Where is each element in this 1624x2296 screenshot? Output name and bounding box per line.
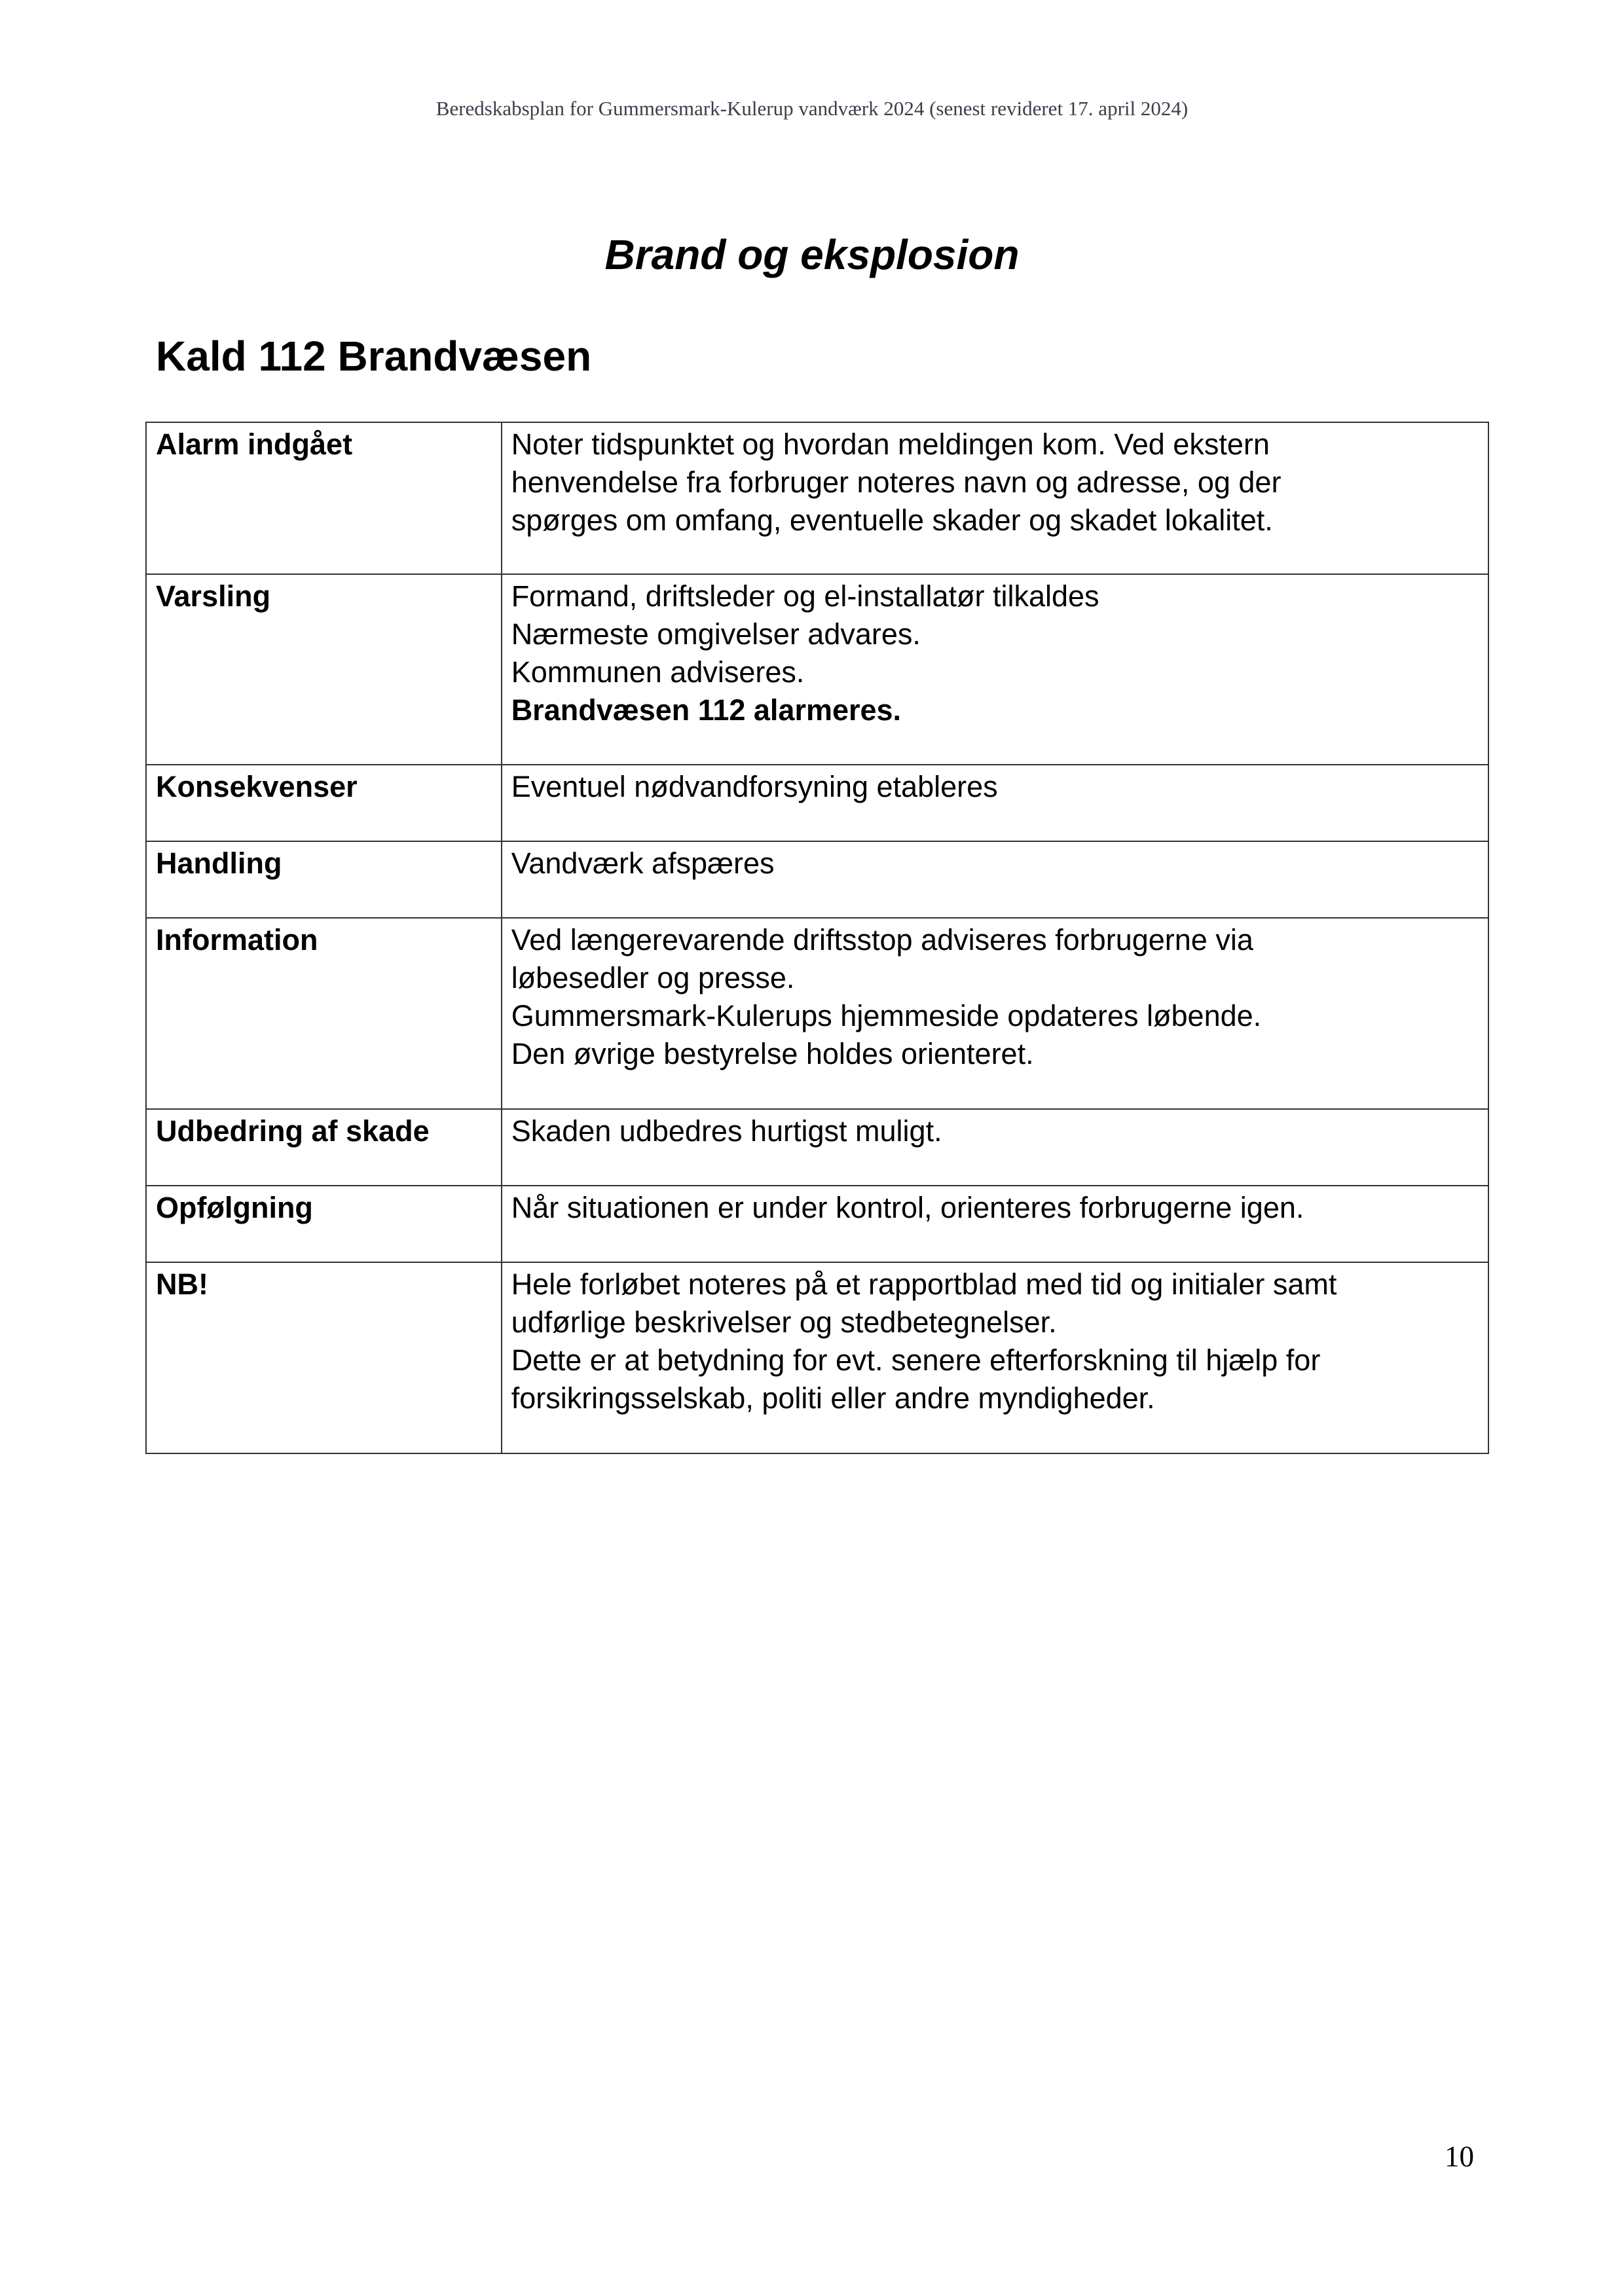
page-number: 10	[1445, 2140, 1474, 2173]
row-content	[502, 1186, 1488, 1262]
content-line: forsikringsselskab, politi eller andre myndigheder.	[511, 1381, 1155, 1415]
row-label: NB!	[146, 1262, 502, 1453]
content-line: Gummersmark-Kulerups hjemmeside opdateres løbende.	[511, 999, 1262, 1032]
page-title: Brand og eksplosion	[604, 231, 1020, 278]
row-label: Udbedring af skade	[146, 1109, 502, 1186]
row-content	[502, 765, 1488, 841]
row-label: Varsling	[146, 574, 502, 765]
row-content	[502, 1109, 1488, 1186]
row-label: Alarm indgået	[146, 422, 502, 574]
content-line: løbesedler og presse.	[511, 961, 795, 994]
page-header: Beredskabsplan for Gummersmark-Kulerup vandværk 2024 (senest revideret 17. april 2024)	[435, 97, 1189, 120]
content-line: Formand, driftsleder og el-installatør tilkaldes	[511, 579, 1099, 613]
table-row	[146, 841, 1488, 918]
content-line: udførlige beskrivelser og stedbetegnelser.	[511, 1305, 1057, 1339]
content-line: Den øvrige bestyrelse holdes orienteret.	[511, 1037, 1034, 1070]
table-row	[146, 422, 1488, 574]
content-line: spørges om omfang, eventuelle skader og skadet lokalitet.	[511, 503, 1273, 537]
table-row	[146, 918, 1488, 1109]
content-line: Eventuel nødvandforsyning etableres	[511, 770, 998, 803]
table-row	[146, 1109, 1488, 1186]
content-line: Hele forløbet noteres på et rapportblad med tid og initialer samt	[511, 1267, 1337, 1301]
row-content	[502, 841, 1488, 918]
row-content	[502, 574, 1488, 765]
procedure-table	[145, 422, 1489, 1454]
content-line: Når situationen er under kontrol, orienteres forbrugerne igen.	[511, 1191, 1304, 1224]
table-row	[146, 574, 1488, 765]
content-line: henvendelse fra forbruger noteres navn og adresse, og der	[511, 465, 1282, 499]
row-label: Opfølgning	[146, 1186, 502, 1262]
content-line: Dette er at betydning for evt. senere efterforskning til hjælp for	[511, 1343, 1321, 1377]
content-line: Brandvæsen 112 alarmeres.	[511, 693, 902, 727]
content-line: Nærmeste omgivelser advares.	[511, 617, 921, 651]
row-content	[502, 1262, 1488, 1453]
content-line: Noter tidspunktet og hvordan meldingen kom. Ved ekstern	[511, 428, 1270, 461]
row-label: Information	[146, 918, 502, 1109]
content-line: Skaden udbedres hurtigst muligt.	[511, 1114, 942, 1148]
table-row	[146, 1262, 1488, 1453]
table-row	[146, 1186, 1488, 1262]
content-line: Ved længerevarende driftsstop adviseres forbrugerne via	[511, 923, 1253, 957]
row-label: Handling	[146, 841, 502, 918]
row-content	[502, 422, 1488, 574]
table-row	[146, 765, 1488, 841]
section-heading: Kald 112 Brandvæsen	[156, 333, 592, 380]
content-line: Vandværk afspæres	[511, 847, 775, 880]
row-label: Konsekvenser	[146, 765, 502, 841]
row-content	[502, 918, 1488, 1109]
content-line: Kommunen adviseres.	[511, 655, 805, 689]
